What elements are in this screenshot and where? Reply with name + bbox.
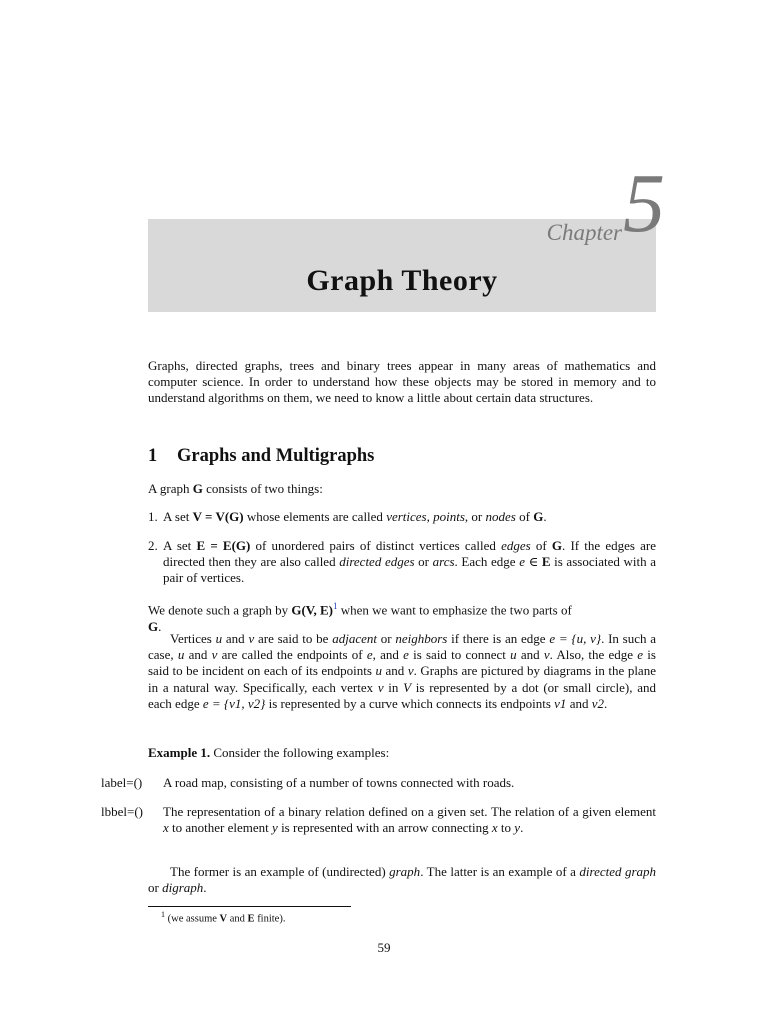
page-number: 59 [377,940,391,955]
chapter-label: Chapter [546,220,622,245]
definition-item-2: 2. A set E = E(G) of unordered pairs of distinct vertices called edges of G. If the edges are directed then they are also called directed edges or arcs. Each edge e ∈ E is associated with a pair of vertices. [148,538,656,586]
footnote: $^1$ (we assume V and E finite). [161,910,286,925]
section-heading [148,446,374,467]
footnote-divider [148,906,351,907]
list-marker: lbbel=() [101,804,143,819]
example-item-2: lbbel=() The representation of a binary relation defined on a given set. The relation of a given element x to another element y is represented with an arrow connecting x to y. [101,804,656,836]
example-item-1: label=() A road map, consisting of a number of towns connected with roads. [101,775,515,790]
footnote-link[interactable]: 1 [333,601,338,611]
example-heading: Example 1. Consider the following examples: [148,745,390,760]
chapter-number: 5 [623,157,665,250]
chapter-title: Graph Theory [306,264,498,297]
list-marker: 2. [148,538,158,553]
graph-definition-lead: A graph G consists of two things: [148,481,323,496]
vertices-paragraph: Vertices u and v are said to be adjacent or neighbors if there is an edge e = {u, v}. In such a case, u and v are called the endpoints of e, and e is said to connect u and v. Also, the edge e is said to be incident on each of its endpoints u and v. Graphs are pictured by diagrams in the plane in a natural way. Specifically, each vertex v in V is represented by a dot (or small circle), and each edge e = {v1, v2} is represented by a curve which connects its endpoints v1 and v2. [148,631,657,711]
section-number: 1 [148,446,158,466]
definition-item-1: 1. A set V = V(G) whose elements are called vertices, points, or nodes of G. [148,509,547,524]
section-title: Graphs and Multigraphs [177,446,375,466]
former-paragraph: The former is an example of (undirected) graph. The latter is an example of a directed graph or digraph. [148,864,657,896]
denote-paragraph: We denote such a graph by G(V, E)$^1$ when we want to emphasize the two parts of G. [148,601,572,634]
intro-paragraph: Graphs, directed graphs, trees and binary trees appear in many areas of mathematics and computer science. In order to understand how these objects may be stored in memory and to understand algorithms on them, we need to know a little about certain data structures. [148,358,656,406]
list-marker: 1. [148,509,158,524]
footnote-mark: 1 [161,910,165,919]
list-marker: label=() [101,775,143,790]
